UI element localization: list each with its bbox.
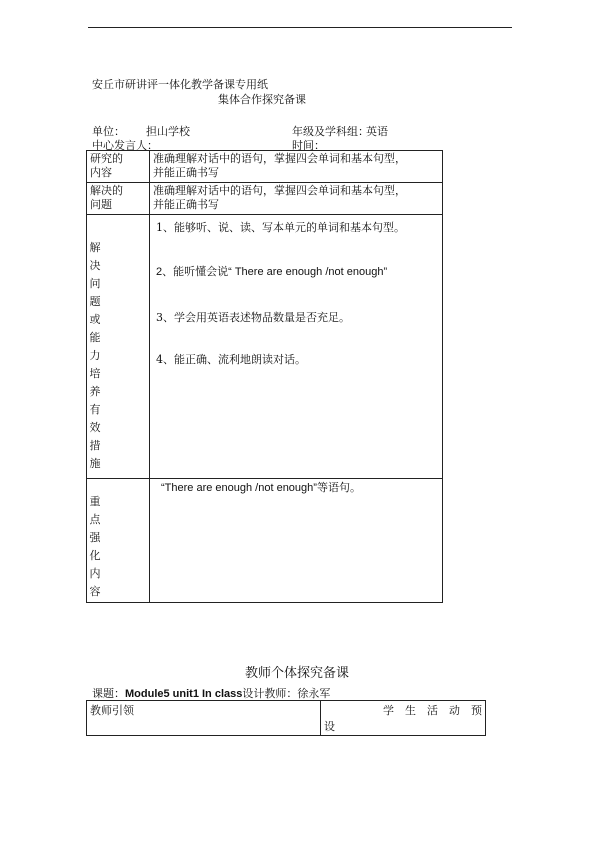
grade-label: 年级及学科组： (292, 125, 369, 138)
measures-item-4: 4、能正确、流利地朗读对话。 (156, 353, 306, 366)
designer-label: 设计教师： (242, 687, 298, 700)
doc-title: 安丘市研讲评一体化教学备课专用纸 (92, 78, 268, 91)
research-label-line1: 研究的 (90, 152, 123, 165)
focus-char: 化 (89, 549, 101, 562)
individual-heading: 教师个体探究备课 (245, 666, 350, 681)
topic-line (92, 685, 330, 701)
solved-content-line2: 并能正确书写 (153, 198, 219, 211)
doc-subtitle: 集体合作探究备课 (218, 93, 306, 106)
focus-vertical-label (90, 493, 146, 601)
student-activity-header-line1: 学 生 活 动 预 (383, 704, 482, 717)
focus-char: 内 (89, 567, 101, 580)
measures-char: 解 (89, 241, 101, 254)
designer-value: 徐永军 (297, 687, 331, 700)
measures-item-1: 1、能够听、说、读、写本单元的单词和基本句型。 (156, 221, 405, 234)
measures-char: 养 (89, 385, 101, 398)
unit-value: 担山学校 (146, 125, 190, 138)
research-content (150, 151, 443, 183)
collective-plan-table (86, 150, 443, 603)
solved-content-line1: 准确理解对话中的语句，掌握四会单词和基本句型， (153, 184, 406, 197)
measures-char: 决 (89, 259, 101, 272)
focus-row (87, 479, 443, 603)
solved-content (150, 183, 443, 215)
solved-label-line2: 问题 (90, 198, 112, 211)
measures-char: 培 (89, 367, 101, 380)
measures-item-2: 2、能听懂会说“ There are enough /not enough” (156, 266, 388, 278)
measures-char: 效 (89, 421, 101, 434)
individual-header-row (87, 701, 486, 736)
research-content-line1: 准确理解对话中的语句，掌握四会单词和基本句型， (153, 152, 406, 165)
focus-char: 强 (89, 531, 101, 544)
student-activity-header-line2: 设 (324, 720, 335, 733)
research-content-line2: 并能正确书写 (153, 166, 219, 179)
focus-char: 容 (89, 585, 101, 598)
focus-char: 点 (89, 513, 101, 526)
solved-row (87, 183, 443, 215)
topic-label: 课题： (92, 687, 125, 700)
measures-char: 有 (89, 403, 101, 416)
top-rule (88, 27, 512, 28)
measures-item-3: 3、学会用英语表述物品数量是否充足。 (156, 311, 350, 324)
measures-char: 或 (89, 313, 101, 326)
measures-char: 施 (89, 457, 101, 470)
measures-char: 措 (89, 439, 101, 452)
solved-label-line1: 解决的 (90, 184, 123, 197)
student-activity-header (321, 701, 486, 736)
measures-vertical-label (90, 239, 146, 473)
solved-label (87, 183, 150, 215)
speaker-label: 中心发言人： (92, 139, 158, 152)
focus-text: “There are enough /not enough”等语句。 (161, 482, 361, 494)
research-row (87, 151, 443, 183)
measures-char: 问 (89, 277, 101, 290)
unit-label: 单位： (92, 125, 125, 138)
individual-plan-table (86, 700, 486, 736)
focus-label (87, 479, 150, 603)
research-label (87, 151, 150, 183)
research-label-line2: 内容 (90, 166, 112, 179)
teacher-guide-header: 教师引领 (87, 701, 321, 736)
measures-label (87, 215, 150, 479)
measures-row (87, 215, 443, 479)
grade-value: 英语 (366, 125, 388, 138)
topic-value: Module5 unit1 In class (125, 688, 243, 700)
measures-char: 力 (89, 349, 101, 362)
measures-char: 能 (89, 331, 101, 344)
time-label: 时间： (292, 139, 325, 152)
focus-content (150, 479, 443, 603)
measures-char: 题 (89, 295, 101, 308)
measures-content (150, 215, 443, 479)
focus-char: 重 (89, 495, 101, 508)
